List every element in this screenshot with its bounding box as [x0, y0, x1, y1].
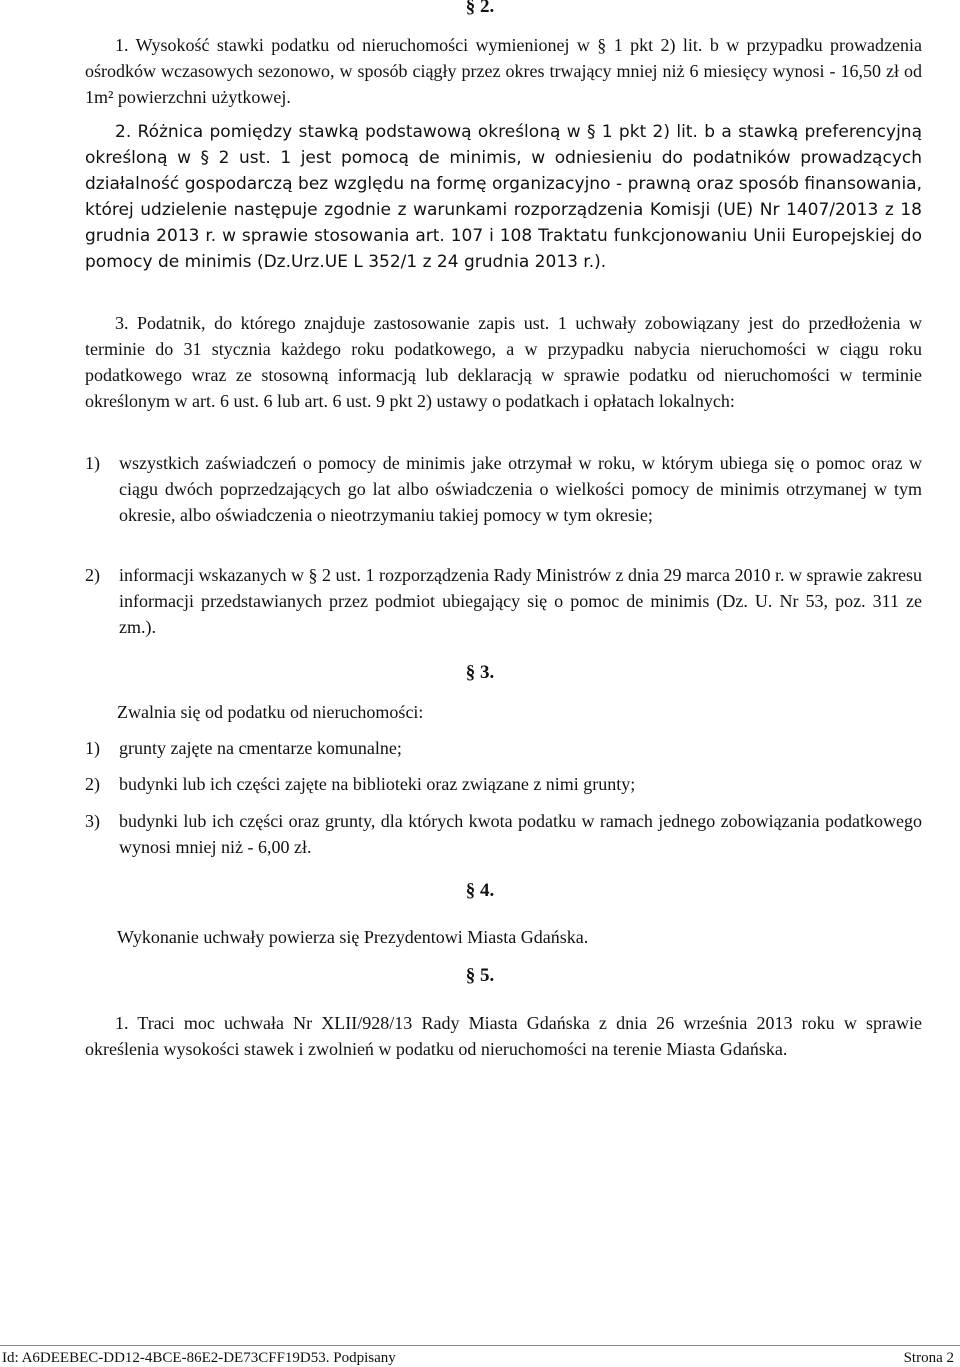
section-3-list-item-2 — [85, 771, 922, 797]
section-2-list-item-1 — [85, 450, 922, 528]
list-item-text: informacji wskazanych w § 2 ust. 1 rozporządzenia Rady Ministrów z dnia 29 marca 2010 r. w sprawie zakresu informacji przedstawianych przez podmiot ubiegający się o pomoc de minimis (Dz. U. Nr 53, poz. 311 ze zm.). — [119, 565, 922, 637]
section-heading-2: § 2. — [465, 0, 495, 17]
page-footer — [0, 1342, 960, 1367]
list-item-text: grunty zajęte na cmentarze komunalne; — [119, 738, 402, 758]
list-item-number: 2) — [85, 774, 100, 794]
section-3-intro: Zwalnia się od podatku od nieruchomości: — [117, 702, 424, 722]
page-number: Strona 2 — [903, 1350, 954, 1366]
list-item-text: budynki lub ich części oraz grunty, dla których kwota podatku w ramach jednego zobowiązania podatkowego wynosi mniej niż - 6,00 zł. — [119, 811, 922, 857]
list-item-number: 3) — [85, 811, 100, 831]
list-item-text: budynki lub ich części zajęte na biblioteki oraz związane z nimi grunty; — [119, 774, 636, 794]
section-2-list-item-2 — [85, 562, 922, 640]
list-item-number: 2) — [85, 565, 100, 585]
list-item-number: 1) — [85, 738, 100, 758]
section-2-paragraph-2: 2. Różnica pomiędzy stawką podstawową określoną w § 1 pkt 2) lit. b a stawką preferencyjną określoną w § 2 ust. 1 jest pomocą de minimis, w odniesieniu do podatników prowadzących działalność gospodarczą bez względu na formę organizacyjno - prawną oraz sposób finansowania, której udzielenie następuje zgodnie z warunkami rozporządzenia Komisji (UE) Nr 1407/2013 z 18 grudnia 2013 r. w sprawie stosowania art. 107 i 108 Traktatu funkcjonowaniu Unii Europejskiej do pomocy de minimis (Dz.Urz.UE L 352/1 z 24 grudnia 2013 r.). — [85, 122, 922, 272]
section-3-list-item-1 — [85, 735, 922, 761]
section-3-list-item-3 — [85, 808, 922, 860]
section-heading-5: § 5. — [465, 965, 495, 986]
section-2-paragraph-1: 1. Wysokość stawki podatku od nieruchomości wymienionej w § 1 pkt 2) lit. b w przypadku prowadzenia ośrodków wczasowych sezonowo, w sposób ciągły przez okres trwający mniej niż 6 miesięcy wynosi - 16,50 zł od 1m² powierzchni użytkowej. — [85, 35, 922, 107]
document-id: Id: A6DEEBEC-DD12-4BCE-86E2-DE73CFF19D53. Podpisany — [2, 1350, 396, 1366]
footer-divider — [0, 1345, 960, 1346]
section-heading-3: § 3. — [465, 662, 495, 683]
section-heading-4: § 4. — [465, 880, 495, 901]
section-5-text: 1. Traci moc uchwała Nr XLII/928/13 Rady Miasta Gdańska z dnia 26 września 2013 roku w sprawie określenia wysokości stawek i zwolnień w podatku od nieruchomości na terenie Miasta Gdańska. — [85, 1013, 922, 1059]
list-item-text: wszystkich zaświadczeń o pomocy de minimis jake otrzymał w roku, w którym ubiega się o pomoc oraz w ciągu dwóch poprzedzających go lat albo oświadczenia o wielkości pomocy de minimis otrzymanej w tym okresie, albo oświadczenia o nieotrzymaniu takiej pomocy w tym okresie; — [119, 453, 922, 525]
section-2-paragraph-3: 3. Podatnik, do którego znajduje zastosowanie zapis ust. 1 uchwały zobowiązany jest do przedłożenia w terminie do 31 stycznia każdego roku podatkowego, a w przypadku nabycia nieruchomości w ciągu roku podatkowego wraz ze stosowną informacją lub deklaracją w sprawie podatku od nieruchomości w terminie określonym w art. 6 ust. 6 lub art. 6 ust. 9 pkt 2) ustawy o podatkach i opłatach lokalnych: — [85, 313, 922, 411]
section-4-text: Wykonanie uchwały powierza się Prezydentowi Miasta Gdańska. — [117, 927, 589, 947]
list-item-number: 1) — [85, 453, 100, 473]
